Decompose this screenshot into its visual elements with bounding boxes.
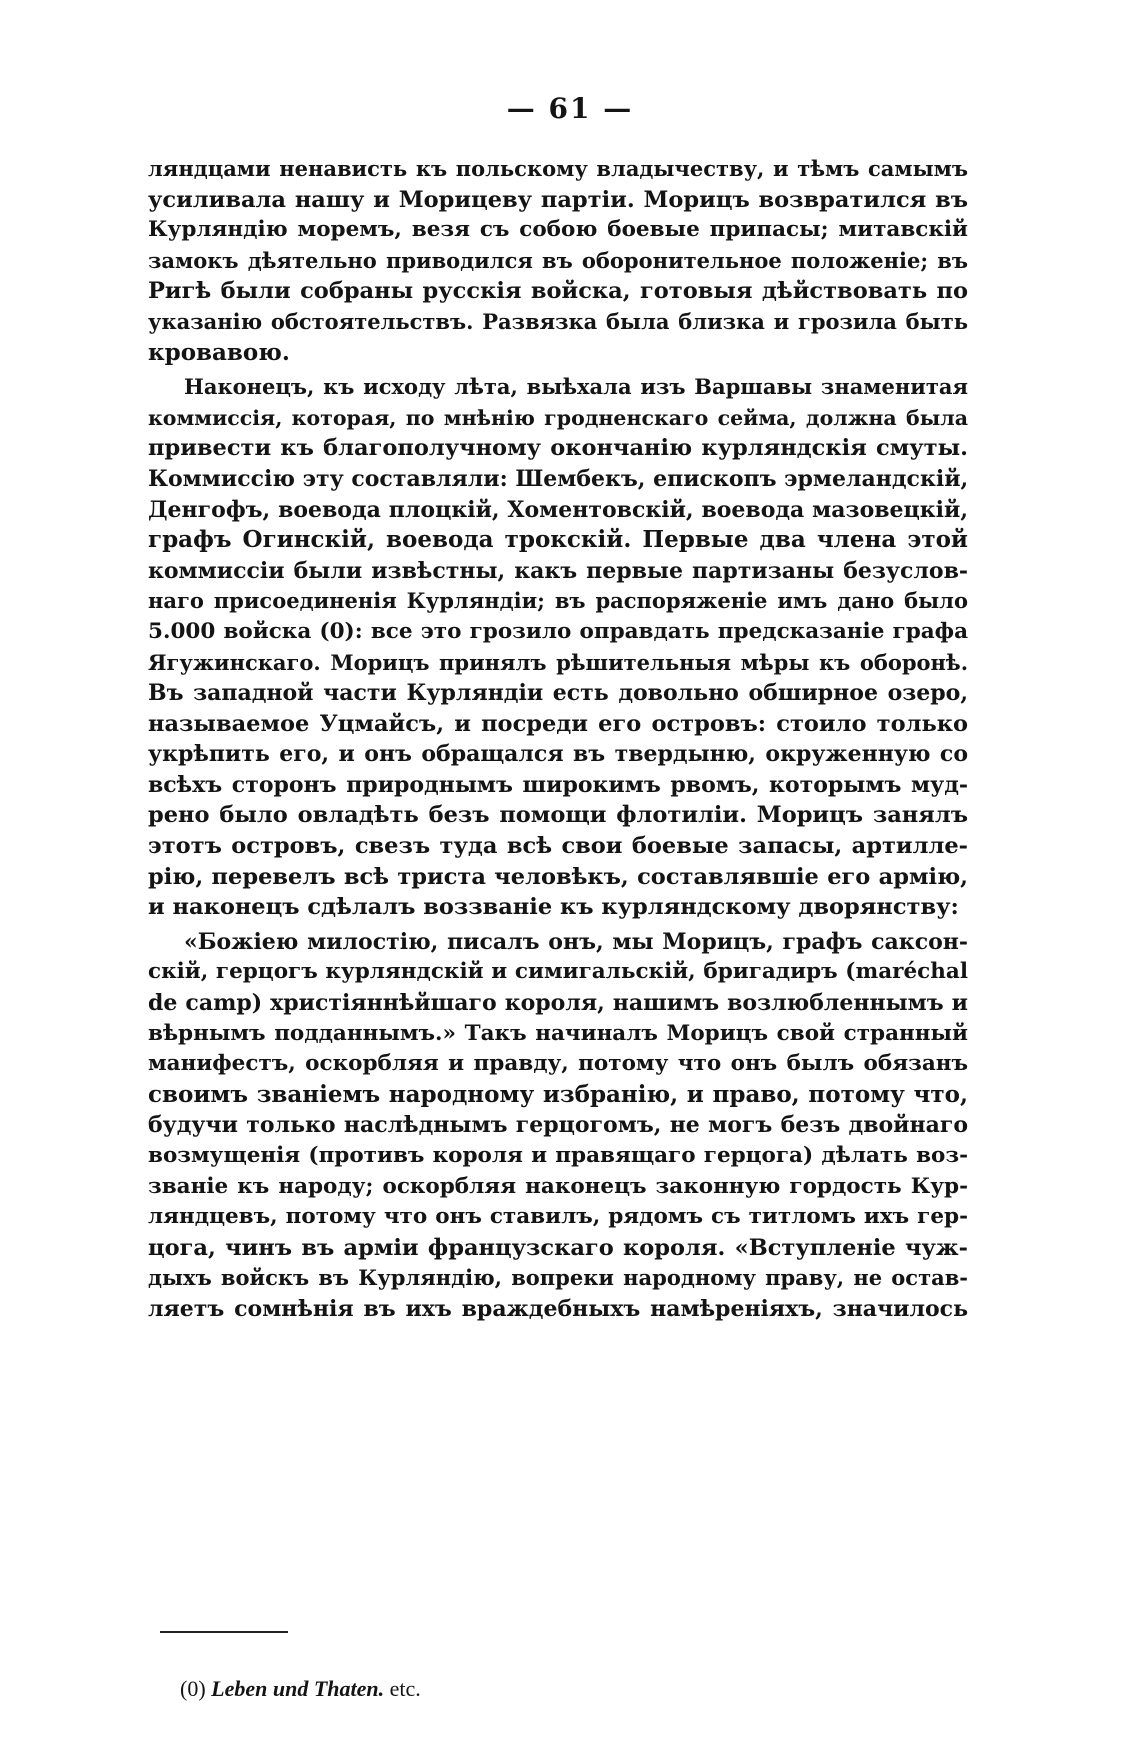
- text-line: и наконецъ сдѣлалъ воззваніе къ курляндскому дворянству:: [148, 894, 959, 921]
- paragraph-3: [148, 927, 968, 1325]
- text-line: кровавою.: [148, 338, 290, 366]
- text-line: «Божіею милостію, писалъ онъ, мы Морицъ, графъ саксон-: [184, 928, 968, 955]
- text-line: рено было овладѣть безъ помощи флотиліи. Морицъ занялъ: [148, 802, 968, 829]
- text-line: замокъ дѣятельно приводился въ оборонительное положеніе; въ: [148, 247, 968, 273]
- text-line: ляндцевъ, потому что онъ ставилъ, рядомъ съ титломъ ихъ гер-: [148, 1204, 968, 1230]
- text-line: укрѣпить его, и онъ обращался въ твердыню, окруженную со: [148, 741, 968, 768]
- text-line: коммиссіи были извѣстны, какъ первые партизаны безуслов-: [148, 557, 968, 584]
- text-line: Наконецъ, къ исходу лѣта, выѣхала изъ Варшавы знаменитая: [184, 374, 968, 400]
- text-line: возмущенія (противъ короля и правящаго герцога) дѣлать воз-: [148, 1143, 968, 1168]
- text-line: вѣрнымъ подданнымъ.» Такъ начиналъ Морицъ свой странный: [148, 1020, 968, 1046]
- paragraph-2: [148, 372, 968, 923]
- text-line: своимъ званіемъ народному избранію, и право, потому что,: [148, 1080, 968, 1108]
- text-line: de camp) христіяннѣйшаго короля, нашимъ возлюбленнымъ и: [148, 990, 968, 1017]
- text-line: Ригѣ были собраны русскія войска, готовыя дѣйствовать по: [148, 278, 968, 305]
- footnote-source: Leben und Thaten.: [211, 1676, 385, 1701]
- text-line: Коммиссію эту составляли: Шембекъ, епископъ эрмеландскій,: [148, 465, 969, 492]
- footnote-divider: [160, 1631, 288, 1633]
- text-line: Ягужинскаго. Морицъ принялъ рѣшительныя мѣры къ оборонѣ.: [148, 649, 968, 675]
- text-line: дыхъ войскъ въ Курляндію, вопреки народному праву, не остав-: [148, 1265, 968, 1291]
- footnote: [180, 1676, 421, 1702]
- text-line: цога, чинъ въ арміи французскаго короля. «Вступленіе чуж-: [148, 1234, 968, 1261]
- footnote-marker: (0): [180, 1676, 206, 1701]
- text-line: ляетъ сомнѣнія въ ихъ враждебныхъ намѣреніяхъ, значилось: [148, 1295, 968, 1322]
- text-line: Денгофъ, воевода плоцкій, Хоментовскій, воевода мазовецкій,: [148, 496, 968, 523]
- footnote-suffix: etc.: [389, 1676, 421, 1701]
- body-text: [148, 154, 968, 1325]
- text-line: званіе къ народу; оскорбляя наконецъ законную гордость Кур-: [148, 1173, 968, 1199]
- text-line: привести къ благополучному окончанію курляндскія смуты.: [148, 435, 968, 462]
- text-line: указанію обстоятельствъ. Развязка была близка и грозила быть: [148, 308, 968, 334]
- text-line: всѣхъ сторонъ природнымъ широкимъ рвомъ, которымъ муд-: [148, 771, 968, 798]
- text-line: этотъ островъ, свезъ туда всѣ свои боевые запасы, артилле-: [148, 833, 968, 860]
- text-line: манифестъ, оскорбляя и правду, потому что онъ былъ обязанъ: [148, 1051, 968, 1077]
- text-line: рію, перевелъ всѣ триста человѣкъ, составлявшіе его армію,: [148, 863, 968, 890]
- text-line: Курляндію моремъ, везя съ собою боевые припасы; митавскій: [148, 217, 968, 243]
- text-line: Въ западной части Курляндіи есть довольно обширное озеро,: [148, 680, 968, 707]
- paragraph-1: [148, 154, 968, 368]
- text-line: будучи только наслѣднымъ герцогомъ, не могъ безъ двойнаго: [148, 1112, 968, 1139]
- text-line: называемое Уцмайсъ, и посреди его островъ: стоило только: [148, 710, 968, 737]
- text-line: усиливала нашу и Морицеву партіи. Морицъ возвратился въ: [148, 186, 968, 213]
- text-line: графъ Огинскій, воевода трокскій. Первые два члена этой: [148, 526, 968, 554]
- text-line: скій, герцогъ курляндскій и симигальскій, бригадиръ (maréchal: [148, 959, 968, 985]
- text-line: наго присоединенія Курляндіи; въ распоряженіе имъ дано было: [148, 588, 968, 614]
- page-number: — 61 —: [506, 92, 634, 125]
- text-line: 5.000 войска (0): все это грозило оправдать предсказаніе графа: [148, 618, 968, 644]
- text-line: ляндцами ненависть къ польскому владычеству, и тѣмъ самымъ: [148, 156, 968, 181]
- text-line: коммиссія, которая, по мнѣнію гродненскаго сейма, должна была: [148, 405, 968, 430]
